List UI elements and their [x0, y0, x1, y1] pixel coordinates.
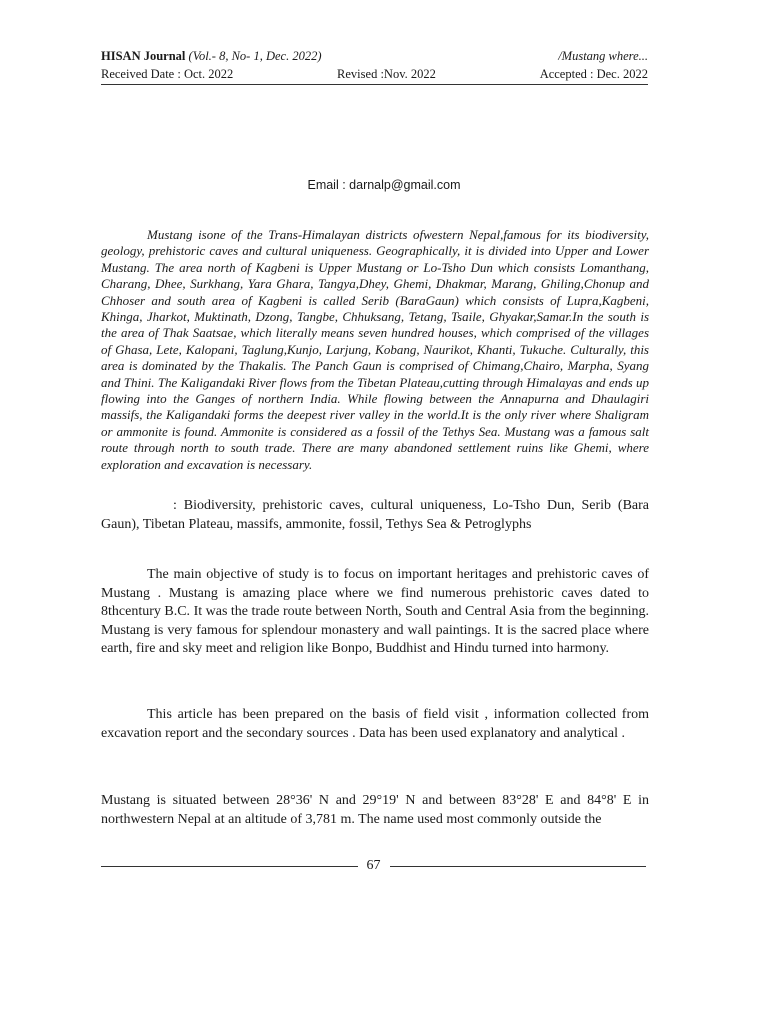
- keywords-text: : Biodiversity, prehistoric caves, cultural uniqueness, Lo-Tsho Dun, Serib (Bara Gaun), Tibetan Plateau, massifs, ammonite, fossil, Tethys Sea & Petroglyphs: [101, 498, 649, 532]
- location-paragraph: Mustang is situated between 28°36' N and 29°19' N and between 83°28' E and 84°8' E in northwestern Nepal at an altitude of 3,781 m. The name used most commonly outside the: [101, 793, 649, 827]
- page-footer: [101, 858, 646, 874]
- running-title: /Mustang where...: [558, 49, 648, 63]
- journal-citation: [101, 47, 322, 65]
- header-row-journal: [101, 47, 648, 65]
- methodology-paragraph: This article has been prepared on the basis of field visit , information collected from excavation report and the secondary sources . Data has been used explanatory and analytical .: [101, 707, 649, 741]
- page-number: 67: [366, 858, 381, 873]
- journal-volume: (Vol.- 8, No- 1, Dec. 2022): [188, 49, 322, 63]
- received-date: Received Date : Oct. 2022: [101, 67, 234, 81]
- abstract-text: Mustang isone of the Trans-Himalayan districts ofwestern Nepal,famous for its biodiversity, geology, prehistoric caves and cultural uniqueness. Geographically, it is divided into Upper and Lower Mustang. The area north of Kagbeni is Upper Mustang or Lo-Tsho Dun which consists Lomanthang, Charang, Dhee, Surkhang, Yara Ghara, Tangya,Dhey, Ghemi, Dhakmar, Marang, Ghiling,Chonup and Chhoser and south area of Kagbeni is called Serib (BaraGaun) which consists of Lupra,Kagbeni, Khinga, Jharkot, Muktinath, Dzong, Tangbe, Chhuksang, Tetang, Tsaile, Ghyakar,Samar.In the south is the area of Thak Saatsae, which literally means seven hundred houses, which comprised of the villages of Ghasa, Lete, Kalopani, Taglung,Kunjo, Larjung, Kobang, Naurikot, Khanti, Tukuche. Culturally, this area is dominated by the Thakalis. The Panch Gaun is comprised of Chimang,Chairo, Marpha, Syang and Thini. The Kaligandaki River flows from the Tibetan Plateau,cutting through Himalayas and ends up flowing into the Ganges of northern India. While flowing between the Annapurna and Dhaulagiri massifs, the Kaligandaki forms the deepest river valley in the world.It is the only river where Shaligram or ammonite is found. Ammonite is considered as a fossil of the Tethys Sea. Mustang was a famous salt route through north to south trade. There are many abandoned settlement ruins like Ghemi, where exploration and excavation is necessary.: [101, 227, 649, 472]
- page-header: [101, 47, 648, 85]
- objective-paragraph: The main objective of study is to focus on important heritages and prehistoric caves of Mustang . Mustang is amazing place where we find numerous prehistoric caves dated to 8thcentury B.C. It was the trade route between North, South and Central Asia from the beginning. Mustang is very famous for splendour monastery and wall paintings. It is the sacred place where earth, fire and sky meet and religion like Bonpo, Buddhist and Hindu turned into harmony.: [101, 567, 649, 656]
- author-email: Email : darnalp@gmail.com: [307, 178, 461, 192]
- accepted-date: Accepted : Dec. 2022: [539, 67, 648, 81]
- footer-rule-right: [390, 866, 647, 867]
- revised-date: Revised :Nov. 2022: [337, 67, 436, 81]
- journal-name: HISAN Journal: [101, 49, 186, 63]
- footer-rule-left: [101, 866, 358, 867]
- header-row-dates: [101, 65, 648, 85]
